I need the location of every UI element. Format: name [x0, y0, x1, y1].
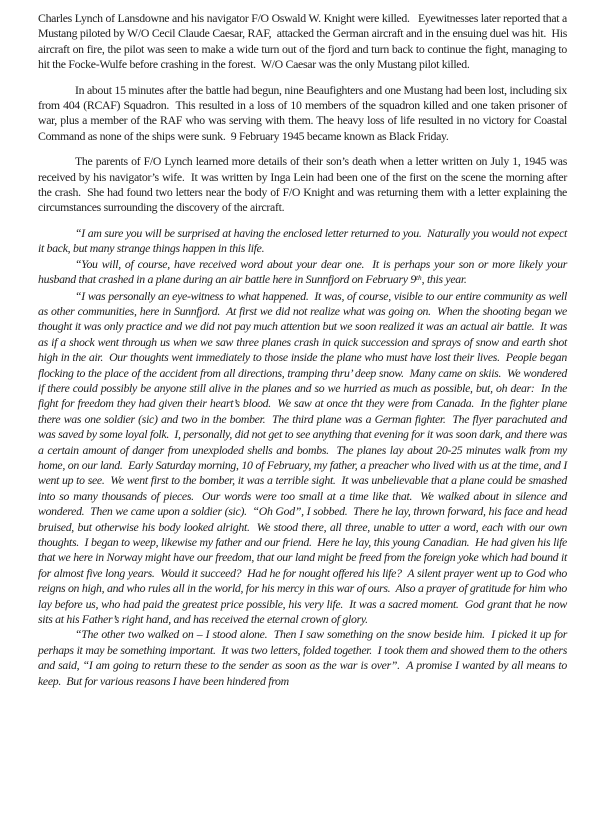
letter-paragraph-3: “I was personally an eye-witness to what happened. It was, of course, visible to our entire community as well as other communities, here in Sunnfjord. At first we did not realize what was going on. When the shooting began we thought it was only practice and we did not pay much attention but we soon realized it was an actual air battle. It was as if a shock went through us when we saw three planes crash in quick succession and sprays of snow and earth shot high in the air. Our thoughts went immediately to those inside the plane who must have lost their lives. People began flocking to the place of the accident from all directions, tramping thru’ deep snow. Many came on skiis. We wondered if there could possibly be anyone still alive in the planes and so we hurried as much as possible, but, oh dear: In the fight for freedom they had given their heart’s blood. We saw at once tht they were from Canada. In the fighter plane there was one soldier (sic) and two in the bomber. The third plane was a German fighter. The flyer parachuted and was saved by some loyal folk. I, personally, did not get to see anything that evening for it was soon dark, and there was a certain amount of danger from unexploded shells and bombs. The planes lay about 20-25 minutes walk from my home, on our land. Early Saturday morning, 10 of February, my father, a preacher who lived with us at the time, and I went up to see. We went first to the bomber, it was a terrible sight. It was unbelievable that a plane could be smashed into so many thousands of pieces. Our words were too small at a time like that. We walked about in silence and wondered. Then we came upon a soldier (sic). “Oh God”, I sobbed. There he lay, thrown forward, his face and head bruised, but otherwise his body looked alright. We stood there, all three, unable to utter a word, each with our own thoughts. I began to weep, likewise my father and our friend. Here he lay, this young Canadian. He had given his life that we here in Norway might have our freedom, that our land might be freed from the foreign yoke which had bound it for almost five long years. Would it succeed? Had he for nought offered his life? A silent prayer went up to God who reigns on high, and who rules all in the world, for his mercy in this war of ours. Also a prayer of gratitude for him who lay before us, who had paid the greatest price possible, his very life. It was a sacred moment. God grant that he now sits at his Father’s right hand, and has received the eternal crown of glory. [38, 288, 570, 627]
letter-paragraph-2 [38, 256, 570, 289]
ordinal-superscript: th [415, 272, 422, 282]
paragraph-losses: In about 15 minutes after the battle had begun, nine Beaufighters and one Mustang had been lost, including six from 404 (RCAF) Squadron. This resulted in a loss of 10 members of the squadron killed and one taken prisoner of war, plus a member of the RAF who was serving with them. The heavy loss of life resulted in no victory for Coastal Command as none of the ships were sunk. 9 February 1945 became known as Black Friday. [38, 82, 570, 143]
letter-paragraph-4: “The other two walked on – I stood alone. Then I saw something on the snow beside him. I picked it up for perhaps it may be something important. It was two letters, folded together. I took them and showed them to the others and said, “I am going to return these to the sender as soon as the war is over”. A promise I wanted by all means to keep. But for various reasons I have been hindered from [38, 627, 570, 688]
letter-paragraph-1: “I am sure you will be surprised at having the enclosed letter returned to you. Naturally you would not expect it back, but many strange things happen in this life. [38, 225, 570, 256]
paragraph-casualties: Charles Lynch of Lansdowne and his navigator F/O Oswald W. Knight were killed. Eyewitnesses later reported that a Mustang piloted by W/O Cecil Claude Caesar, RAF, attacked the German aircraft and in the ensuing duel was hit. His aircraft on fire, the pilot was seen to make a wide turn out of the fjord and turn back to continue the fight, managing to hit the Focke-Wulfe before crashing in the forest. W/O Caesar was the only Mustang pilot killed. [38, 11, 570, 72]
paragraph-letter-context: The parents of F/O Lynch learned more details of their son’s death when a letter written on July 1, 1945 was received by his navigator’s wife. It was written by Inga Lein had been one of the first on the scene the morning after the crash. She had found two letters near the body of F/O Knight and was returning them with a letter explaining the circumstances surrounding the discovery of the aircraft. [38, 154, 570, 215]
letter-paragraph-2-text: “You will, of course, have received word about your dear one. It is perhaps your son or more likely your husband that crashed in a plane during an air battle here in Sunnfjord on February 9 [38, 256, 570, 287]
letter-paragraph-2-text-end: , this year. [421, 272, 467, 287]
